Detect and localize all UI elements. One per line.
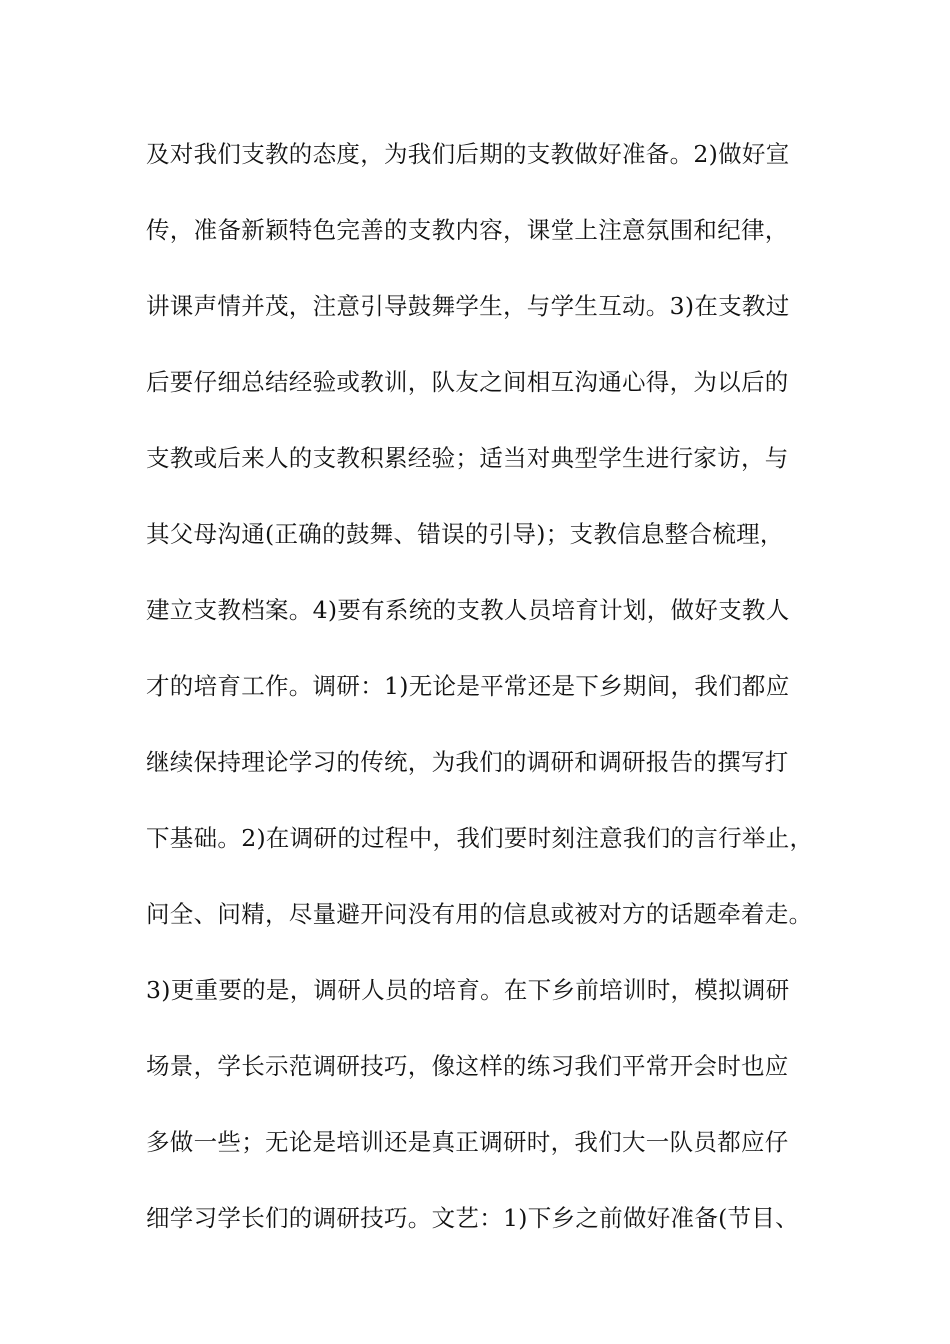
text-line: 传，准备新颖特色完善的支教内容，课堂上注意氛围和纪律， [146,216,789,244]
text-line: 继续保持理论学习的传统，为我们的调研和调研报告的撰写打 [146,748,789,776]
text-line: 多做一些；无论是培训还是真正调研时，我们大一队员都应仔 [146,1128,789,1156]
text-line: 3)更重要的是，调研人员的培育。在下乡前培训时，模拟调研 [146,976,790,1004]
text-line: 及对我们支教的态度，为我们后期的支教做好准备。2)做好宣 [146,140,790,168]
text-line: 问全、问精，尽量避开问没有用的信息或被对方的话题牵着走。 [146,900,813,928]
text-line: 场景，学长示范调研技巧，像这样的练习我们平常开会时也应 [146,1052,789,1080]
body-text [146,132,836,1272]
text-line: 才的培育工作。调研：1)无论是平常还是下乡期间，我们都应 [146,672,790,700]
text-line: 建立支教档案。4)要有系统的支教人员培育计划，做好支教人 [146,596,790,624]
text-line: 讲课声情并茂，注意引导鼓舞学生，与学生互动。3)在支教过 [146,292,790,320]
text-line: 下基础。2)在调研的过程中，我们要时刻注意我们的言行举止， [146,824,814,852]
text-line: 其父母沟通(正确的鼓舞、错误的引导)；支教信息整合梳理， [146,520,784,548]
text-line: 支教或后来人的支教积累经验；适当对典型学生进行家访，与 [146,444,789,472]
text-line: 后要仔细总结经验或教训，队友之间相互沟通心得，为以后的 [146,368,789,396]
text-line: 细学习学长们的调研技巧。文艺：1)下乡之前做好准备(节目、 [146,1204,799,1232]
